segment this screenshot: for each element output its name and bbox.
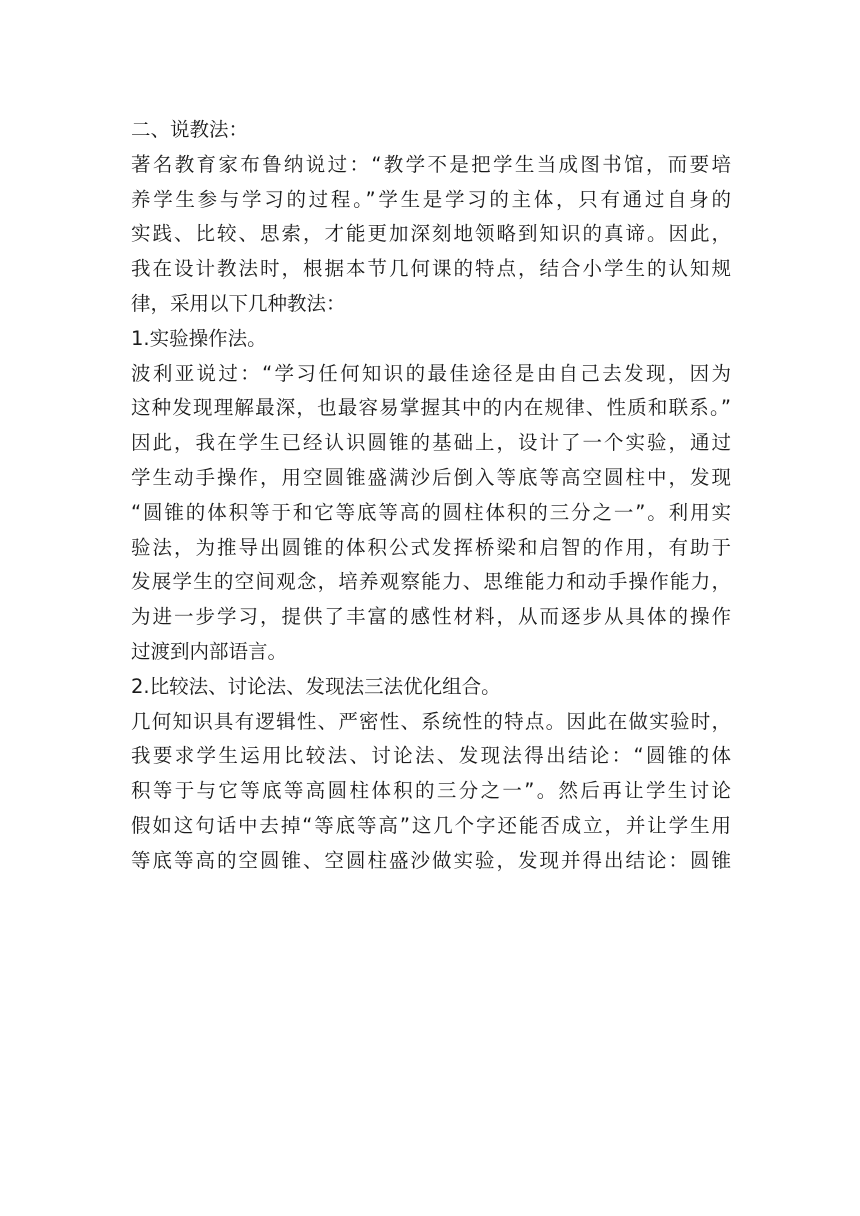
text-line: 1.实验操作法。 — [131, 326, 267, 350]
text-line: 著名教育家布鲁纳说过：“教学不是把学生当成图书馆，而要培 — [131, 152, 731, 176]
text-line: 发展学生的空间观念，培养观察能力、思维能力和动手操作能力， — [131, 570, 731, 594]
text-line: “圆锥的体积等于和它等底等高的圆柱体积的三分之一”。利用实 — [131, 500, 731, 524]
text-line: 假如这句话中去掉“等底等高”这几个字还能否成立，并让学生用 — [131, 813, 731, 837]
text-line: 验法，为推导出圆锥的体积公式发挥桥梁和启智的作用，有助于 — [131, 535, 731, 559]
document-body — [131, 113, 731, 879]
text-line: 因此，我在学生已经认识圆锥的基础上，设计了一个实验，通过 — [131, 431, 731, 455]
text-line: 等底等高的空圆锥、空圆柱盛沙做实验，发现并得出结论：圆锥 — [131, 848, 731, 872]
text-line: 为进一步学习，提供了丰富的感性材料，从而逐步从具体的操作 — [131, 605, 731, 629]
text-line: 2.比较法、讨论法、发现法三法优化组合。 — [131, 674, 501, 698]
text-line: 律，采用以下几种教法： — [131, 291, 346, 315]
text-line: 这种发现理解最深，也最容易掌握其中的内在规律、性质和联系。” — [131, 396, 731, 420]
text-line: 积等于与它等底等高圆柱体积的三分之一”。然后再让学生讨论 — [131, 779, 731, 803]
text-line: 学生动手操作，用空圆锥盛满沙后倒入等底等高空圆柱中，发现 — [131, 465, 731, 489]
text-line: 过渡到内部语言。 — [131, 639, 288, 663]
text-line: 我要求学生运用比较法、讨论法、发现法得出结论：“圆锥的体 — [131, 744, 731, 768]
text-line: 二、说教法： — [131, 118, 249, 141]
text-line: 实践、比较、思索，才能更加深刻地领略到知识的真谛。因此， — [131, 222, 731, 246]
text-line: 波利亚说过：“学习任何知识的最佳途径是由自己去发现，因为 — [131, 361, 731, 385]
text-line: 养学生参与学习的过程。”学生是学习的主体，只有通过自身的 — [131, 187, 731, 211]
text-line: 几何知识具有逻辑性、严密性、系统性的特点。因此在做实验时， — [131, 709, 731, 733]
text-line: 我在设计教法时，根据本节几何课的特点，结合小学生的认知规 — [131, 257, 731, 281]
